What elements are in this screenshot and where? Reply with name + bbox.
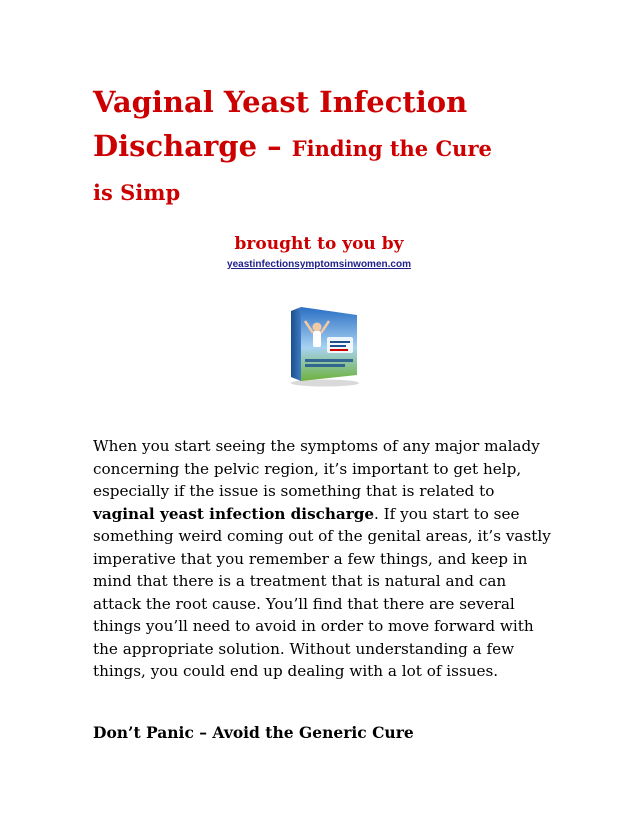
title-subtitle: Finding the Cure [291, 136, 492, 161]
intro-paragraph [93, 435, 553, 683]
section-heading: Don’t Panic – Avoid the Generic Cure [93, 723, 414, 742]
title-line-2: Discharge – [93, 129, 282, 163]
page-title [93, 80, 553, 215]
title-line-1: Vaginal Yeast Infection [93, 85, 468, 119]
intro-text-start: When you start seeing the symptoms of any major malady concerning the pelvic region, it’s important to get help, especially if the issue is something that is related to [93, 437, 540, 500]
site-link-row [0, 258, 638, 272]
byline: brought to you by [234, 234, 404, 254]
ebook-cover-icon [281, 303, 366, 388]
site-link[interactable]: yeastinfectionsymptomsinwomen.com [227, 259, 411, 270]
intro-text-end: . If you start to see something weird coming out of the genital areas, it’s vastly imperative that you remember a few things, and keep in mind that there is a treatment that is natural and can attack the root cause. You’ll find that there are several things you’ll need to avoid in order to move forward with the appropriate solution. Without understanding a few things, you could end up dealing with a lot of issues. [93, 504, 551, 680]
title-line-3: is Simp [93, 180, 181, 205]
intro-bold-term: vaginal yeast infection discharge [93, 504, 375, 523]
